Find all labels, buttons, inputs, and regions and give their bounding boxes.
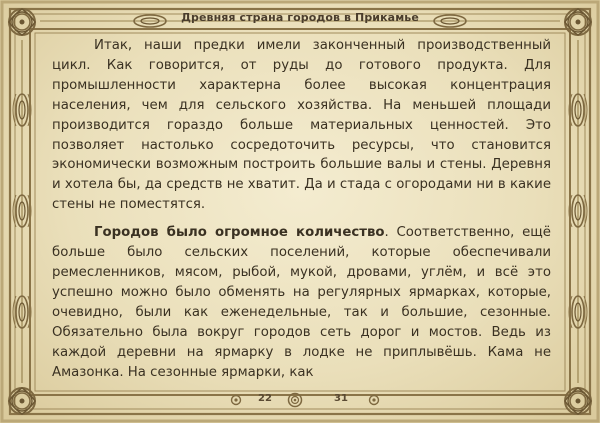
page-footer — [0, 392, 600, 410]
running-header: Древняя страна городов в Прикамье — [181, 11, 419, 24]
paragraph — [52, 223, 551, 382]
page-number-left: 22 — [258, 393, 272, 404]
page-number-right: 31 — [334, 393, 348, 404]
ornament-rosette-icon — [368, 394, 380, 406]
paragraph: Итак, наши предки имели законченный производственный цикл. Как говорится, от руды до готового продукта. Для промышленности характерна более высокая концентрация населения, чем для сельского хозяйства. На меньшей площади производится гораздо больше материальных ценностей. Это позволяет настолько сосредоточить ресурсы, что становится экономически возможным построить большие валы и стены. Деревня и хотела бы, да средств не хватит. Да и стада с огородами ни в какие стены не поместятся. — [52, 38, 551, 213]
paragraph-text: . Соответственно, ещё больше было сельских поселений, которые обеспечивали ремесленников, мясом, рыбой, мукой, дровами, углём, и всё это успешно можно было обменять на регулярных ярмарках, которые, очевидно, были как еженедельные, так и большие, сезонные. Обязательно была вокруг городов сеть дорог и мостов. Ведь из каждой деревни на ярмарку в лодке не приплывёшь. Кама не Амазонка. На сезонные ярмарки, как — [52, 225, 551, 380]
ornament-rosette-icon — [287, 392, 303, 408]
page-body — [52, 36, 551, 382]
emphasized-phrase: Городов было огромное количество — [94, 225, 385, 241]
ornament-rosette-icon — [230, 394, 242, 406]
